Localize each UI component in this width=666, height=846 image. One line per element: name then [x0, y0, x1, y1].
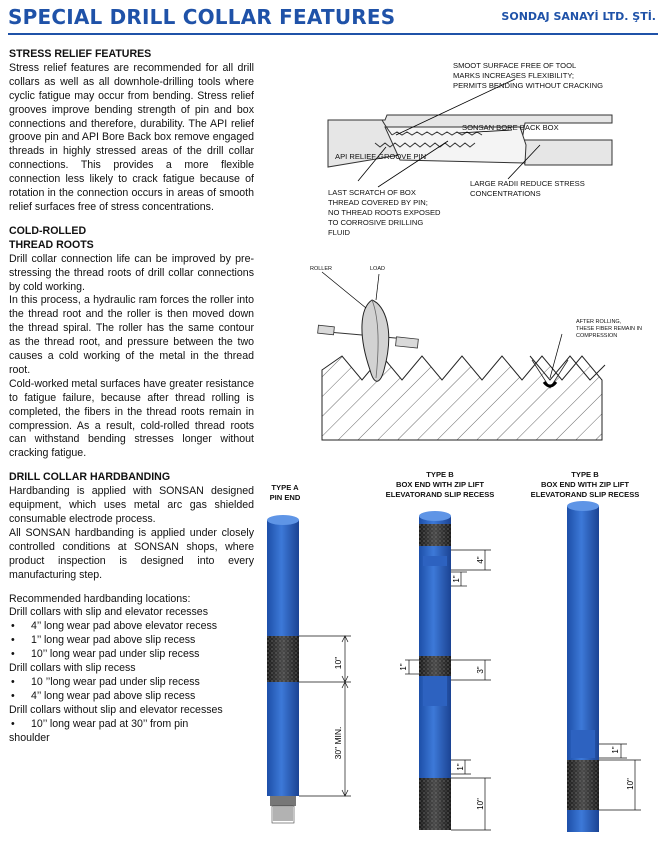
stress-text: Stress relief features are recommended for all drill collars as well as all downhole-drilling tools where cyclic fatigue may occur from bending. Stress relief grooves improve bending strength of pin and box connections and therefore, durability. The API relief groove pin and API Bore Back box remove engaged threads in highly stressed areas of the drill collar connections. This provides a more flexible connection less likely to crack fatigue because of rotation in the connection occurs in areas of smooth relief surfaces free of stress concentrations. — [9, 61, 254, 213]
type-b2-label: TYPE B — [571, 470, 599, 479]
smooth-label-2: MARKS INCREASES FLEXIBILITY; — [453, 71, 575, 80]
list-item: shoulder — [9, 731, 50, 744]
load-label: LOAD — [370, 266, 385, 272]
hardbanding-p1: Hardbanding is applied with SONSAN designed equipment, which uses metal arc gas shielded consumable electrode process. — [9, 485, 254, 525]
dim-b1-4: 4" — [476, 556, 485, 564]
after-rolling-label-3: COMPRESSION — [576, 333, 618, 339]
roller-label: ROLLER — [310, 266, 333, 272]
page-title: SPECIAL DRILL COLLAR FEATURES — [8, 5, 396, 29]
dim-b1-1b: 1" — [399, 663, 408, 671]
collar-type-a — [267, 515, 351, 823]
after-rolling-label-2: THESE FIBER REMAIN IN — [576, 326, 643, 332]
hardbanding-heading: DRILL COLLAR HARDBANDING — [9, 471, 171, 484]
radii-label-1: LARGE RADII REDUCE STRESS — [470, 179, 585, 188]
last-scratch-label-5: FLUID — [328, 228, 350, 237]
dim-b1-10: 10" — [476, 798, 485, 810]
last-scratch-label-1: LAST SCRATCH OF BOX — [328, 188, 416, 197]
type-b1-label: TYPE B — [426, 470, 454, 479]
hardbanding-list — [9, 606, 254, 745]
dim-b2-10: 10" — [626, 778, 635, 790]
smooth-label-1: SMOOT SURFACE FREE OF TOOL — [453, 61, 577, 70]
list-item: Drill collars without slip and elevator recesses — [9, 703, 223, 716]
dim-b1-1a: 1" — [452, 575, 461, 583]
list-item: Drill collars with slip and elevator recesses — [9, 606, 209, 619]
radii-label-2: CONCENTRATIONS — [470, 189, 541, 198]
stress-heading: STRESS RELIEF FEATURES — [9, 48, 152, 60]
list-item: • 1’’ long wear pad above slip recess — [9, 634, 254, 648]
hardbanding-p2: All SONSAN hardbanding is applied under closely controlled conditions at SONSAN shops, where product inspection is designed into every manufacturing step. — [9, 526, 254, 581]
list-item: Drill collars with slip recess — [9, 662, 136, 675]
list-item: • 10’’ long wear pad under slip recess — [9, 648, 254, 662]
dim-b2-1: 1" — [611, 746, 620, 754]
list-item: • 4’’ long wear pad above slip recess — [9, 690, 254, 704]
cold-rolling-diagram — [300, 260, 666, 445]
cold-heading-1: COLD-ROLLED — [9, 224, 87, 237]
stress-relief-diagram — [300, 55, 666, 255]
cold-p1: Drill collar connection life can be improved by pre-stressing the thread roots of drill collar connections by cold working. — [9, 252, 254, 293]
list-item: • 10’’ long wear pad at 30’’ from pin — [9, 718, 254, 732]
cold-p2: In this process, a hydraulic ram forces the roller into the thread root and the roller is then moved down the thread spiral. The roller has the same contour as the thread root, and pressure between the two causes a cold working of the metal in the thread root. — [9, 294, 254, 376]
collar-type-b2 — [567, 501, 641, 832]
company-name: SONDAJ SANAYİ LTD. ŞTİ. — [501, 10, 656, 23]
bore-back-label: SONSAN BORE BACK BOX — [462, 123, 559, 132]
type-a-sublabel: PIN END — [269, 493, 301, 502]
last-scratch-label-2: THREAD COVERED BY PIN; — [328, 198, 428, 207]
hardbanding-p3: Recommended hardbanding locations: — [9, 592, 191, 605]
type-b1-sublabel-2: ELEVATORAND SLIP RECESS — [385, 490, 495, 499]
collar-type-b1 — [399, 511, 491, 830]
cold-p3: Cold-worked metal surfaces have greater resistance to fatigue failure, because after thread rolling is completed, the fibers in the thread roots remain in compression. As a result, cold-rolled thread roots can withstand bending stresses longer without cracking fatigue. — [9, 377, 254, 460]
list-item: • 10 ’’long wear pad under slip recess — [9, 676, 254, 690]
type-b2-sublabel-1: BOX END WITH ZIP LIFT — [540, 480, 630, 489]
dim-a-30: 30" MIN. — [333, 726, 343, 760]
dim-a-10: 10" — [333, 656, 343, 670]
text-column — [9, 48, 254, 746]
type-b1-sublabel-1: BOX END WITH ZIP LIFT — [395, 480, 485, 489]
cold-heading-2: THREAD ROOTS — [9, 238, 94, 251]
list-item: • 4’’ long wear pad above elevator recess — [9, 620, 254, 634]
smooth-label-3: PERMITS BENDING WITHOUT CRACKING — [453, 81, 604, 90]
last-scratch-label-3: NO THREAD ROOTS EXPOSED — [328, 208, 441, 217]
dim-b1-3: 3" — [476, 666, 485, 674]
last-scratch-label-4: TO CORROSIVE DRILLING — [328, 218, 424, 227]
dim-b1-1c: 1" — [456, 763, 465, 771]
after-rolling-label-1: AFTER ROLLING, — [576, 319, 622, 325]
api-groove-label: API RELIEF GROOVE PIN — [335, 152, 427, 161]
type-a-label: TYPE A — [271, 483, 299, 492]
drill-collar-diagram — [255, 460, 666, 846]
header-divider — [8, 33, 658, 35]
type-b2-sublabel-2: ELEVATORAND SLIP RECESS — [530, 490, 640, 499]
